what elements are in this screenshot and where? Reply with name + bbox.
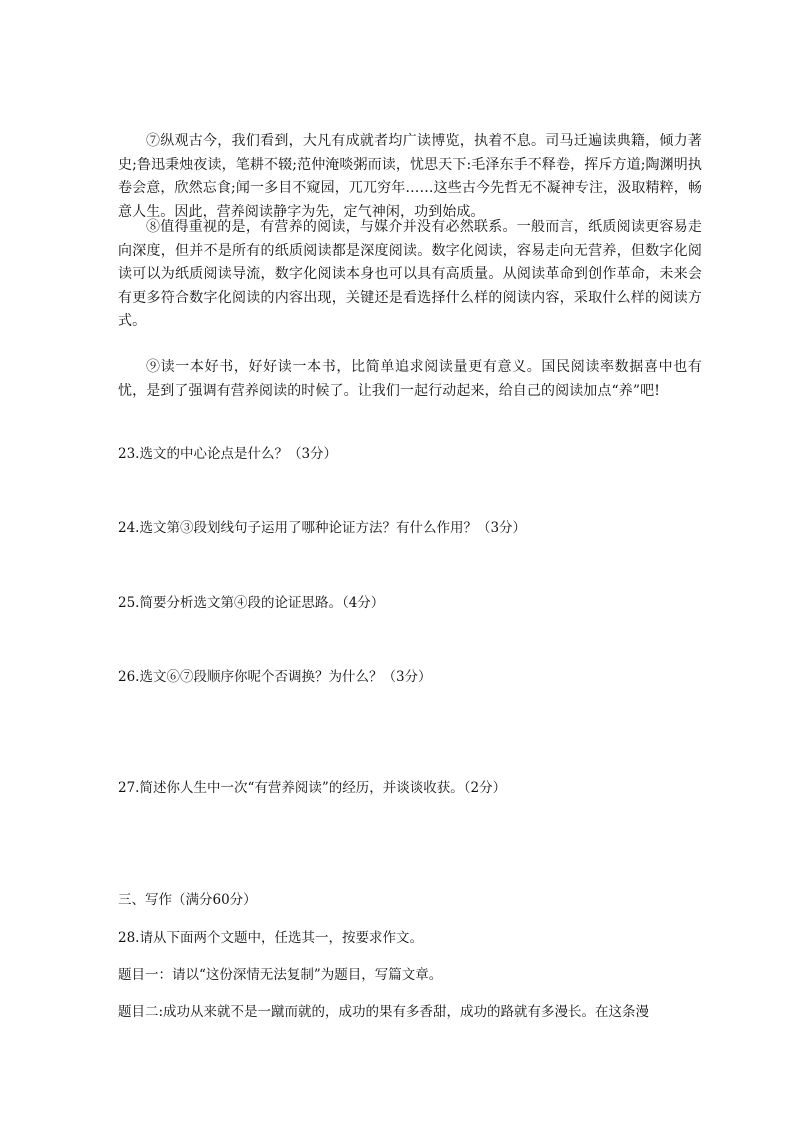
question-27: 27.简述你人生中一次“有营养阅读”的经历，并谈谈收获。（2分）: [118, 780, 507, 796]
question-28: 28.请从下面两个文题中，任选其一，按要求作文。: [118, 930, 423, 946]
passage-paragraph-9: ⑨读一本好书，好好读一本书，比简单追求阅读量更有意义。国民阅读率数据喜中也有忧，是到了强调有营养阅读的时候了。让我们一起行动起来，给自己的阅读加点“养”吧!: [118, 359, 702, 399]
passage-paragraph-8: ⑧值得重视的是，有营养的阅读，与媒介并没有必然联系。一般而言，纸质阅读更容易走向深度，但并不是所有的纸质阅读都是深度阅读。数字化阅读，容易走向无营养，但数字化阅读可以为纸质阅读导流，数字化阅读本身也可以具有高质量。从阅读革命到创作革命，未来会有更多符合数字化阅读的内容出现，关键还是看选择什么样的阅读内容，采取什么样的阅读方式。: [118, 219, 702, 329]
writing-topic-1: 题目一：请以“这份深情无法复制”为题目，写篇文章。: [118, 967, 443, 983]
question-26: 26.选文⑥⑦段顺序你呢个否调换？为什么？（3分）: [118, 669, 432, 685]
writing-topic-2: 题目二:成功从来就不是一蹴而就的，成功的果有多香甜，成功的路就有多漫长。在这条漫: [118, 1004, 650, 1020]
writing-section-title: 三、写作（满分60分）: [118, 892, 257, 908]
question-24: 24.选文第③段划线句子运用了哪种论证方法？有什么作用？（3分）: [118, 520, 527, 536]
passage-paragraph-7: ⑦纵观古今，我们看到，大凡有成就者均广读博览，执着不息。司马迁遍读典籍，倾力著史;鲁迅秉烛夜读，笔耕不辍;范仲淹啖粥而读，忧思天下:毛泽东手不释卷，挥斥方道;陶渊明执卷会意，欣然忘食;闻一多目不窥园，兀兀穷年……这些古今先哲无不凝神专注，汲取精粹，畅意人生。因此，营养阅读静字为先，定气神闲，功到始成。: [118, 133, 702, 220]
question-23: 23.选文的中心论点是什么？（3分）: [118, 446, 338, 462]
question-25: 25.简要分析选文第④段的论证思路。（4分）: [118, 595, 385, 611]
